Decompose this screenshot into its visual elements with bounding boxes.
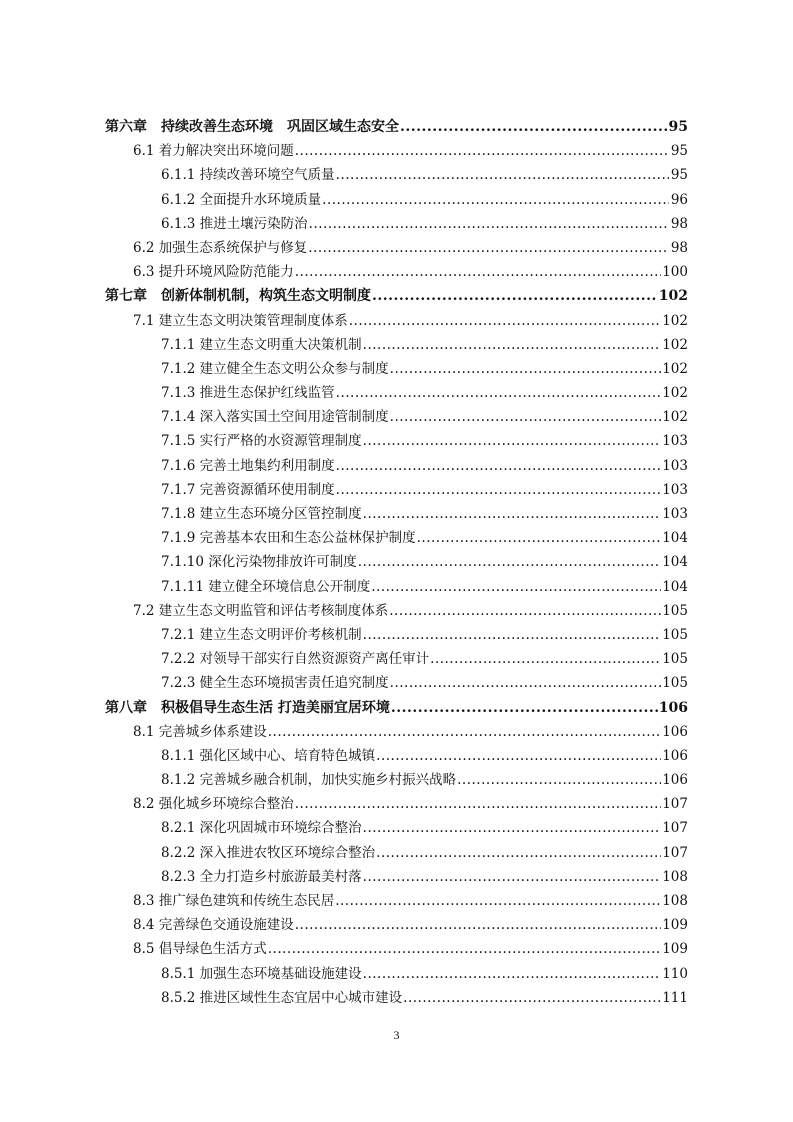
- toc-entry-title: 8.4 完善绿色交通设施建设: [133, 917, 294, 934]
- toc-entry-title: 6.1.1 持续改善环境空气质量: [161, 167, 335, 184]
- toc-subsection-entry[interactable]: [105, 357, 688, 381]
- toc-subsection-entry[interactable]: [105, 478, 688, 502]
- toc-entry-page: 95: [670, 167, 688, 184]
- toc-entry-page: 104: [662, 554, 688, 571]
- toc-entry-title: 8.5.2 推进区域性生态宜居中心城市建设: [161, 989, 403, 1006]
- toc-dot-leader: [322, 188, 669, 212]
- toc-entry-title: 7.1.6 完善土地集约利用制度: [161, 457, 335, 474]
- toc-dot-leader: [390, 671, 662, 695]
- toc-dot-leader: [391, 696, 658, 720]
- toc-dot-leader: [268, 937, 661, 961]
- toc-entry-page: 96: [670, 191, 688, 208]
- toc-entry-title: 8.2 强化城乡环境综合整治: [133, 796, 294, 813]
- toc-entry-page: 107: [662, 820, 688, 837]
- toc-dot-leader: [376, 744, 661, 768]
- toc-entry-page: 100: [662, 264, 688, 281]
- toc-entry-title: 第六章 持续改善生态环境 巩固区域生态安全: [105, 119, 399, 135]
- toc-entry-page: 109: [662, 941, 688, 958]
- toc-section-entry[interactable]: [105, 889, 688, 913]
- toc-section-entry[interactable]: [105, 792, 688, 816]
- toc-entry-title: 8.2.2 深入推进农牧区环境综合整治: [161, 844, 376, 861]
- toc-entry-title: 8.2.1 深化巩固城市环境综合整治: [161, 820, 362, 837]
- toc-subsection-entry[interactable]: [105, 768, 688, 792]
- toc-dot-leader: [390, 405, 662, 429]
- toc-entry-page: 105: [662, 651, 688, 668]
- toc-section-entry[interactable]: [105, 309, 688, 333]
- toc-subsection-entry[interactable]: [105, 744, 688, 768]
- toc-dot-leader: [417, 526, 662, 550]
- toc-entry-title: 7.1.1 建立生态文明重大决策机制: [161, 336, 362, 353]
- toc-dot-leader: [358, 550, 661, 574]
- toc-dot-leader: [336, 454, 662, 478]
- toc-dot-leader: [363, 429, 662, 453]
- toc-subsection-entry[interactable]: [105, 188, 688, 212]
- toc-entry-page: 105: [662, 602, 688, 619]
- toc-entry-title: 7.2 建立生态文明监管和评估考核制度体系: [133, 602, 389, 619]
- toc-subsection-entry[interactable]: [105, 502, 688, 526]
- table-of-contents: [105, 115, 688, 1010]
- toc-dot-leader: [363, 502, 662, 526]
- toc-dot-leader: [376, 841, 661, 865]
- toc-subsection-entry[interactable]: [105, 647, 688, 671]
- toc-entry-page: 106: [658, 699, 688, 716]
- toc-entry-title: 6.1.2 全面提升水环境质量: [161, 191, 322, 208]
- toc-entry-page: 102: [662, 360, 688, 377]
- toc-subsection-entry[interactable]: [105, 212, 688, 236]
- toc-section-entry[interactable]: [105, 913, 688, 937]
- toc-dot-leader: [363, 816, 662, 840]
- toc-subsection-entry[interactable]: [105, 381, 688, 405]
- toc-dot-leader: [295, 260, 661, 284]
- toc-entry-page: 98: [670, 239, 688, 256]
- toc-entry-page: 105: [662, 675, 688, 692]
- toc-entry-title: 8.1.1 强化区域中心、培育特色城镇: [161, 747, 376, 764]
- toc-chapter-entry[interactable]: [105, 284, 688, 308]
- toc-dot-leader: [403, 986, 661, 1010]
- toc-entry-page: 102: [662, 336, 688, 353]
- toc-entry-title: 7.1.2 建立健全生态文明公众参与制度: [161, 360, 389, 377]
- toc-entry-page: 95: [668, 119, 688, 135]
- toc-entry-title: 第七章 创新体制机制，构筑生态文明制度: [105, 288, 371, 305]
- page-number: 3: [393, 1028, 400, 1042]
- toc-subsection-entry[interactable]: [105, 429, 688, 453]
- toc-chapter-entry[interactable]: [105, 696, 688, 720]
- toc-entry-title: 7.1.5 实行严格的水资源管理制度: [161, 433, 362, 450]
- toc-subsection-entry[interactable]: [105, 671, 688, 695]
- toc-subsection-entry[interactable]: [105, 962, 688, 986]
- toc-entry-page: 108: [662, 868, 688, 885]
- toc-entry-title: 8.5 倡导绿色生活方式: [133, 941, 267, 958]
- toc-entry-page: 103: [662, 433, 688, 450]
- toc-entry-page: 102: [662, 385, 688, 402]
- toc-dot-leader: [457, 768, 661, 792]
- toc-entry-title: 7.1.10 深化污染物排放许可制度: [161, 554, 357, 571]
- toc-entry-page: 106: [662, 772, 688, 789]
- toc-entry-page: 107: [662, 796, 688, 813]
- toc-entry-page: 106: [662, 723, 688, 740]
- toc-section-entry[interactable]: [105, 937, 688, 961]
- toc-entry-title: 7.2.1 建立生态文明评价考核机制: [161, 626, 362, 643]
- toc-dot-leader: [336, 163, 669, 187]
- toc-entry-page: 106: [662, 747, 688, 764]
- toc-subsection-entry[interactable]: [105, 550, 688, 574]
- toc-entry-title: 8.1 完善城乡体系建设: [133, 723, 267, 740]
- toc-dot-leader: [336, 478, 662, 502]
- toc-entry-page: 102: [662, 312, 688, 329]
- toc-entry-page: 102: [658, 288, 688, 305]
- toc-entry-title: 7.2.2 对领导干部实行自然资源资产离任审计: [161, 651, 430, 668]
- toc-subsection-entry[interactable]: [105, 841, 688, 865]
- toc-entry-title: 7.1.4 深入落实国土空间用途管制制度: [161, 409, 389, 426]
- toc-subsection-entry[interactable]: [105, 575, 688, 599]
- toc-entry-page: 110: [662, 965, 688, 982]
- toc-dot-leader: [363, 865, 662, 889]
- toc-entry-title: 7.1 建立生态文明决策管理制度体系: [133, 312, 348, 329]
- toc-dot-leader: [363, 962, 662, 986]
- toc-subsection-entry[interactable]: [105, 816, 688, 840]
- toc-dot-leader: [430, 647, 661, 671]
- toc-entry-title: 第八章 积极倡导生态生活 打造美丽宜居环境: [105, 699, 390, 716]
- toc-entry-title: 8.3 推广绿色建筑和传统生态民居: [133, 893, 335, 909]
- toc-entry-page: 111: [662, 989, 688, 1006]
- toc-entry-title: 8.2.3 全力打造乡村旅游最美村落: [161, 868, 362, 885]
- toc-dot-leader: [295, 792, 661, 816]
- toc-entry-page: 103: [662, 457, 688, 474]
- toc-subsection-entry[interactable]: [105, 865, 688, 889]
- toc-dot-leader: [295, 913, 661, 937]
- toc-dot-leader: [363, 623, 662, 647]
- toc-dot-leader: [372, 284, 658, 308]
- toc-entry-title: 7.1.11 建立健全环境信息公开制度: [161, 578, 371, 595]
- toc-dot-leader: [295, 139, 669, 163]
- toc-entry-page: 103: [662, 481, 688, 498]
- toc-entry-title: 7.1.8 建立生态环境分区管控制度: [161, 506, 362, 522]
- toc-entry-title: 7.2.3 健全生态环境损害责任追究制度: [161, 675, 389, 692]
- toc-subsection-entry[interactable]: [105, 163, 688, 187]
- toc-dot-leader: [390, 357, 662, 381]
- toc-entry-page: 104: [662, 530, 688, 547]
- toc-entry-title: 8.1.2 完善城乡融合机制，加快实施乡村振兴战略: [161, 772, 457, 789]
- toc-section-entry[interactable]: [105, 236, 688, 260]
- toc-subsection-entry[interactable]: [105, 454, 688, 478]
- toc-entry-page: 103: [662, 506, 688, 522]
- toc-dot-leader: [309, 212, 669, 236]
- toc-dot-leader: [389, 599, 661, 623]
- toc-dot-leader: [335, 889, 661, 913]
- toc-dot-leader: [308, 236, 669, 260]
- toc-entry-title: 6.2 加强生态系统保护与修复: [133, 239, 308, 256]
- toc-entry-title: 6.1.3 推进土壤污染防治: [161, 215, 308, 232]
- toc-entry-title: 7.1.7 完善资源循环使用制度: [161, 481, 335, 498]
- toc-section-entry[interactable]: [105, 260, 688, 284]
- toc-entry-title: 8.5.1 加强生态环境基础设施建设: [161, 965, 362, 982]
- toc-subsection-entry[interactable]: [105, 986, 688, 1010]
- toc-entry-page: 98: [670, 215, 688, 232]
- toc-dot-leader: [363, 333, 662, 357]
- toc-subsection-entry[interactable]: [105, 405, 688, 429]
- toc-section-entry[interactable]: [105, 599, 688, 623]
- toc-entry-title: 6.1 着力解决突出环境问题: [133, 143, 294, 160]
- toc-entry-page: 95: [670, 143, 688, 160]
- toc-chapter-entry[interactable]: [105, 115, 688, 139]
- toc-subsection-entry[interactable]: [105, 623, 688, 647]
- toc-dot-leader: [400, 115, 668, 139]
- toc-entry-page: 104: [662, 578, 688, 595]
- toc-section-entry[interactable]: [105, 720, 688, 744]
- toc-entry-page: 108: [662, 893, 688, 909]
- toc-entry-title: 6.3 提升环境风险防范能力: [133, 264, 294, 281]
- toc-entry-page: 102: [662, 409, 688, 426]
- toc-entry-title: 7.1.9 完善基本农田和生态公益林保护制度: [161, 530, 416, 547]
- toc-subsection-entry[interactable]: [105, 526, 688, 550]
- toc-entry-title: 7.1.3 推进生态保护红线监管: [161, 385, 335, 402]
- toc-dot-leader: [268, 720, 661, 744]
- toc-dot-leader: [349, 309, 661, 333]
- toc-section-entry[interactable]: [105, 139, 688, 163]
- toc-entry-page: 107: [662, 844, 688, 861]
- toc-subsection-entry[interactable]: [105, 333, 688, 357]
- toc-entry-page: 109: [662, 917, 688, 934]
- toc-entry-page: 105: [662, 626, 688, 643]
- toc-dot-leader: [371, 575, 661, 599]
- toc-dot-leader: [336, 381, 662, 405]
